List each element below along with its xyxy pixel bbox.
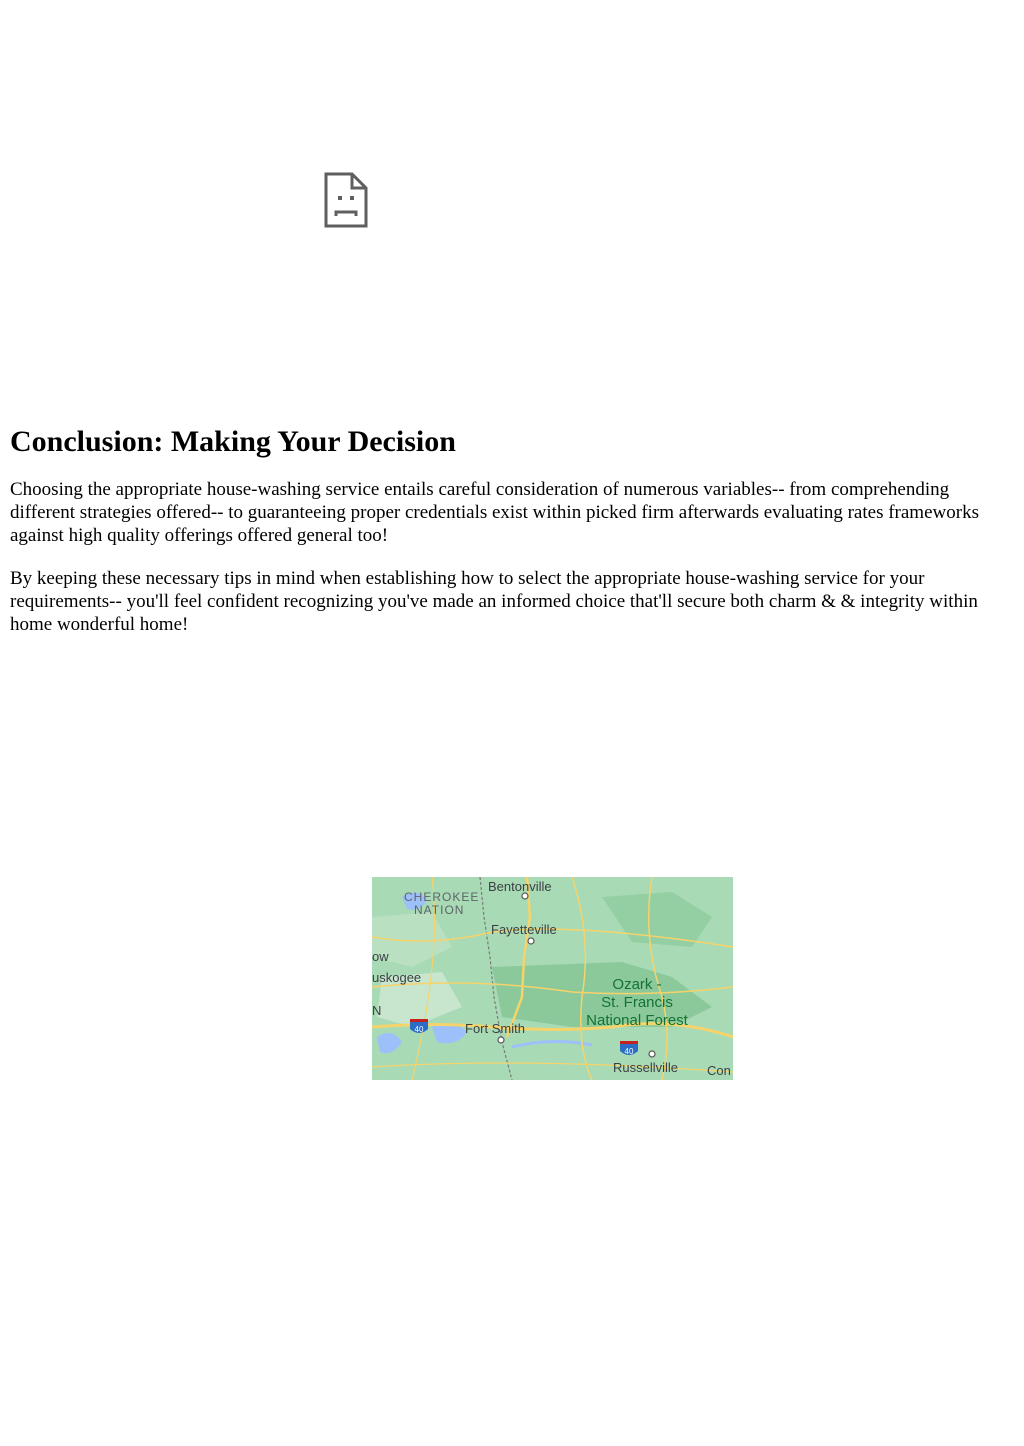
map-label-cherokee: CHEROKEE xyxy=(404,890,480,904)
article-section xyxy=(10,424,1014,656)
map-image xyxy=(372,877,733,1080)
map-label-ozark: Ozark - xyxy=(612,976,662,993)
map-label-muskogee: uskogee xyxy=(372,970,422,985)
map-label-nation: NATION xyxy=(414,903,465,917)
broken-image-icon xyxy=(324,172,368,228)
paragraph-1: Choosing the appropriate house-washing service entails careful consideration of numerous variables-- from comprehending different strategies offered-- to guaranteeing proper credentials exist within picked firm afterwards evaluating rates frameworks against high quality offerings offered general too! xyxy=(10,479,979,546)
map-label-fayetteville: Fayetteville xyxy=(491,922,557,937)
map-label-national-forest: National Forest xyxy=(586,1012,688,1029)
map-label-n: N xyxy=(372,1003,382,1018)
section-heading: Conclusion: Making Your Decision xyxy=(10,425,456,458)
map-label-st-francis: St. Francis xyxy=(601,994,673,1011)
map-label-ow: ow xyxy=(372,949,389,964)
map-label-con: Con xyxy=(707,1063,731,1078)
map-label-i40-east: 40 xyxy=(624,1047,634,1056)
map-label-bentonville: Bentonville xyxy=(488,879,552,894)
map-label-fort-smith: Fort Smith xyxy=(465,1021,525,1036)
map-label-russellville: Russellville xyxy=(613,1060,679,1075)
paragraph-2: By keeping these necessary tips in mind when establishing how to select the appropriate house-washing service for your requirements-- you'll feel confident recognizing you've made an informed choice that'll secure both charm & & integrity within home wonderful home! xyxy=(10,568,978,635)
broken-document-icon xyxy=(324,172,368,228)
map-embed[interactable] xyxy=(372,877,733,1080)
map-label-i40-west: 40 xyxy=(414,1025,424,1034)
clipped-caption-artifact xyxy=(148,1074,368,1080)
